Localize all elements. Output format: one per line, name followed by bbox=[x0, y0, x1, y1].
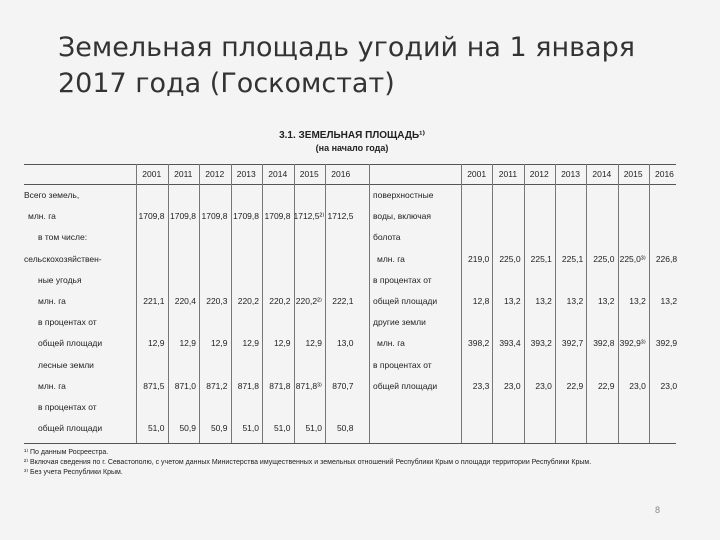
value-cell-right: 23,0 bbox=[629, 380, 646, 391]
value-cell-right: 225,1 bbox=[561, 253, 584, 264]
value-cell-right: 392,9³⁾ bbox=[619, 338, 646, 349]
value-cell-left: 12,9 bbox=[273, 338, 291, 349]
year-header-right: 2016 bbox=[654, 169, 674, 179]
value-cell-left: 1709,8 bbox=[233, 211, 259, 222]
value-cell-left: 1709,8 bbox=[264, 211, 291, 222]
value-cell-left: 50,9 bbox=[210, 423, 228, 434]
scanned-table-page bbox=[24, 130, 680, 485]
value-cell-left: 1709,8 bbox=[138, 211, 165, 222]
value-cell-right: 23,0 bbox=[504, 380, 521, 391]
row-label-left: млн. га bbox=[38, 296, 66, 306]
value-cell-right: 23,3 bbox=[472, 380, 490, 391]
value-cell-left: 13,0 bbox=[336, 338, 354, 349]
row-label-left: в том числе: bbox=[38, 232, 88, 243]
value-cell-left: 220,3 bbox=[206, 296, 228, 306]
value-cell-left: 870,7 bbox=[332, 380, 354, 391]
year-header-right: 2014 bbox=[592, 169, 612, 179]
value-cell-right: 23,0 bbox=[535, 380, 552, 391]
year-header-left: 2001 bbox=[142, 169, 162, 179]
row-label-left: сельскохозяйствен- bbox=[24, 253, 102, 264]
row-label-left: в процентах от bbox=[38, 402, 97, 412]
row-label-left: ные угодья bbox=[38, 274, 82, 285]
value-cell-left: 1712,5²⁾ bbox=[293, 211, 325, 222]
row-label-left: общей площади bbox=[38, 423, 103, 434]
row-label-left: в процентах от bbox=[38, 317, 97, 328]
value-cell-left: 50,9 bbox=[179, 423, 196, 434]
year-header-right: 2011 bbox=[498, 169, 518, 179]
table-top-rule bbox=[24, 164, 676, 165]
table-header-rule bbox=[24, 184, 676, 185]
value-cell-left: 871,0 bbox=[174, 380, 196, 391]
year-header-right: 2013 bbox=[561, 169, 580, 179]
value-cell-right: 392,8 bbox=[593, 338, 615, 349]
footnote: ³⁾ Без учета Республики Крым. bbox=[24, 469, 123, 476]
value-cell-right: 22,9 bbox=[566, 380, 584, 391]
value-cell-right: 226,8 bbox=[655, 253, 678, 264]
value-cell-right: 13,2 bbox=[629, 296, 646, 306]
table-title: 3.1. ЗЕМЕЛЬНАЯ ПЛОЩАДЬ¹⁾ bbox=[279, 130, 425, 141]
value-cell-right: 398,2 bbox=[468, 338, 490, 349]
value-cell-left: 220,2 bbox=[269, 296, 291, 306]
row-label-right: общей площади bbox=[373, 296, 438, 306]
value-cell-left: 12,9 bbox=[179, 338, 196, 349]
value-cell-left: 871,2 bbox=[206, 380, 228, 391]
page-number: 8 bbox=[655, 505, 661, 515]
value-cell-right: 23,0 bbox=[660, 380, 678, 391]
footnote: ¹⁾ По данным Росреестра. bbox=[24, 449, 109, 456]
year-header-right: 2012 bbox=[529, 169, 549, 179]
value-cell-left: 871,5 bbox=[143, 380, 165, 391]
value-cell-left: 1712,5 bbox=[327, 211, 354, 222]
year-header-left: 2016 bbox=[331, 169, 351, 179]
year-header-left: 2015 bbox=[299, 169, 319, 179]
value-cell-right: 22,9 bbox=[597, 380, 615, 391]
year-header-left: 2011 bbox=[174, 169, 193, 179]
value-cell-left: 871,8 bbox=[269, 380, 291, 391]
value-cell-right: 13,2 bbox=[660, 296, 678, 306]
year-header-right: 2001 bbox=[467, 169, 487, 179]
value-cell-left: 12,9 bbox=[210, 338, 228, 349]
value-cell-left: 221,1 bbox=[143, 296, 165, 306]
value-cell-right: 393,2 bbox=[530, 338, 552, 349]
value-cell-right: 13,2 bbox=[597, 296, 615, 306]
row-label-right: болота bbox=[373, 232, 401, 243]
value-cell-left: 51,0 bbox=[147, 423, 165, 434]
value-cell-right: 225,0 bbox=[593, 253, 615, 264]
row-label-left: Всего земель, bbox=[24, 190, 80, 200]
year-header-left: 2014 bbox=[268, 169, 288, 179]
year-header-left: 2012 bbox=[205, 169, 225, 179]
value-cell-left: 51,0 bbox=[242, 423, 259, 434]
year-header-right: 2015 bbox=[623, 169, 643, 179]
value-cell-left: 50,8 bbox=[336, 423, 354, 434]
slide-title: Земельная площадь угодий на 1 января 2017 года (Госкомстат) bbox=[58, 32, 635, 99]
row-label-right: поверхностные bbox=[373, 190, 434, 200]
row-label-left: млн. га bbox=[38, 380, 66, 391]
row-label-left: млн. га bbox=[28, 211, 56, 222]
value-cell-right: 225,0³⁾ bbox=[619, 253, 646, 264]
value-cell-left: 1709,8 bbox=[170, 211, 196, 222]
table-subtitle: (на начало года) bbox=[315, 143, 389, 153]
value-cell-right: 225,1 bbox=[530, 253, 552, 264]
value-cell-left: 12,9 bbox=[147, 338, 165, 349]
value-cell-right: 13,2 bbox=[535, 296, 552, 306]
value-cell-left: 222,1 bbox=[332, 296, 354, 306]
block-divider bbox=[369, 164, 370, 443]
value-cell-left: 871,8 bbox=[237, 380, 259, 391]
value-cell-right: 13,2 bbox=[504, 296, 521, 306]
row-label-right: воды, включая bbox=[373, 211, 431, 222]
row-label-left: общей площади bbox=[38, 338, 103, 349]
value-cell-right: 13,2 bbox=[566, 296, 584, 306]
value-cell-left: 871,8³⁾ bbox=[295, 380, 322, 391]
value-cell-left: 220,4 bbox=[174, 296, 196, 306]
value-cell-left: 220,2²⁾ bbox=[295, 296, 322, 306]
table-bottom-rule bbox=[24, 443, 676, 444]
row-label-right: в процентах от bbox=[373, 359, 432, 370]
value-cell-left: 12,9 bbox=[305, 338, 322, 349]
row-label-right: другие земли bbox=[373, 317, 426, 328]
row-label-right: млн. га bbox=[377, 253, 405, 264]
value-cell-left: 220,2 bbox=[237, 296, 259, 306]
value-cell-right: 393,4 bbox=[499, 338, 521, 349]
value-cell-right: 392,9 bbox=[655, 338, 678, 349]
value-cell-left: 1709,8 bbox=[201, 211, 228, 222]
value-cell-right: 12,8 bbox=[472, 296, 490, 306]
value-cell-left: 51,0 bbox=[305, 423, 322, 434]
value-cell-right: 219,0 bbox=[468, 253, 490, 264]
value-cell-right: 392,7 bbox=[561, 338, 584, 349]
row-label-right: общей площади bbox=[373, 380, 438, 391]
value-cell-left: 51,0 bbox=[273, 423, 291, 434]
row-label-right: млн. га bbox=[377, 338, 405, 349]
row-label-right: в процентах от bbox=[373, 274, 432, 285]
row-label-left: лесные земли bbox=[38, 359, 94, 370]
value-cell-right: 225,0 bbox=[499, 253, 521, 264]
footnote: ²⁾ Включая сведения по г. Севастополю, с учетом данных Министерства имущественных и земельных отношений Республики Крым о площади территории Республики Крым. bbox=[24, 459, 592, 466]
value-cell-left: 12,9 bbox=[242, 338, 259, 349]
year-header-left: 2013 bbox=[236, 169, 256, 179]
